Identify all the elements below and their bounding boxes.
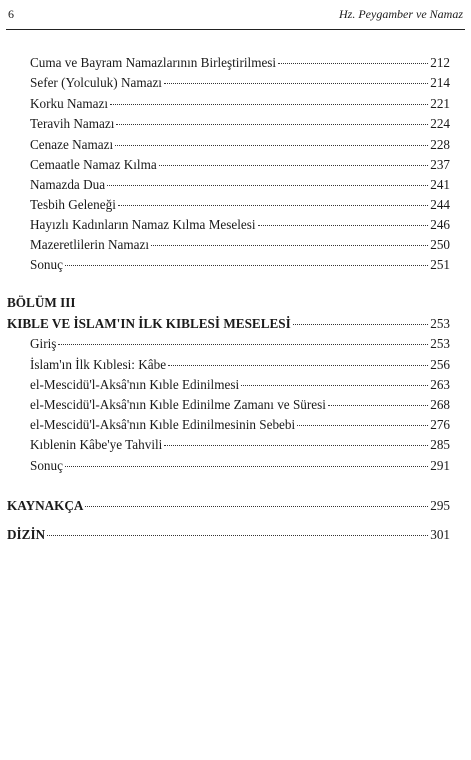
dot-leader [164, 444, 428, 446]
dot-leader [168, 364, 428, 366]
toc-entry[interactable] [30, 54, 450, 72]
dot-leader [118, 204, 428, 206]
toc-entry-title: Teravih Namazı [30, 116, 115, 131]
toc-entry-title: Cuma ve Bayram Namazlarının Birleştirilmesi [30, 55, 277, 70]
dot-leader [47, 534, 428, 536]
toc-entry-page: 256 [430, 357, 450, 372]
toc-entry[interactable] [30, 74, 450, 92]
dot-leader [258, 224, 429, 226]
dot-leader [159, 164, 429, 166]
toc-entry-title: Namazda Dua [30, 177, 106, 192]
header-rule [6, 29, 465, 30]
toc-entry-title: DİZİN [7, 527, 46, 542]
page-header [0, 0, 471, 28]
toc-entry[interactable] [30, 196, 450, 214]
page-number: 6 [8, 7, 14, 21]
toc-entry[interactable] [30, 236, 450, 254]
toc-entry[interactable] [30, 95, 450, 113]
toc-entry-page: 237 [430, 157, 450, 172]
running-head: Hz. Peygamber ve Namaz [339, 7, 463, 21]
dot-leader [65, 264, 428, 266]
toc-section-heading[interactable] [7, 315, 450, 333]
toc-entry-title: Cenaze Namazı [30, 137, 114, 152]
toc-dizin[interactable] [7, 526, 450, 544]
dot-leader [297, 424, 428, 426]
toc-entry-title: KAYNAKÇA [7, 498, 84, 513]
toc-entry-title: el-Mescidü'l-Aksâ'nın Kıble Edinilmesi [30, 377, 240, 392]
toc-entry-page: 251 [430, 257, 450, 272]
toc-entry-page: 253 [430, 316, 450, 331]
toc-entry-page: 221 [430, 96, 450, 111]
section-label: BÖLÜM III [7, 295, 76, 310]
toc-entry-title: Hayızlı Kadınların Namaz Kılma Meselesi [30, 217, 256, 232]
toc-entry-page: 228 [430, 137, 450, 152]
dot-leader [110, 103, 428, 105]
dot-leader [293, 323, 428, 325]
toc-entry-title: Giriş [30, 336, 57, 351]
toc-entry[interactable] [30, 335, 450, 353]
toc-entry[interactable] [30, 376, 450, 394]
toc-entry-title: Kıblenin Kâbe'ye Tahvili [30, 437, 163, 452]
toc-entry-page: 263 [430, 377, 450, 392]
toc-entry-title: Sonuç [30, 458, 63, 473]
toc-entry-page: 253 [430, 336, 450, 351]
toc-entry[interactable] [30, 436, 450, 454]
toc-entry[interactable] [30, 156, 450, 174]
dot-leader [241, 384, 428, 386]
toc-entry-page: 295 [430, 498, 450, 513]
toc-entry-title: Cemaatle Namaz Kılma [30, 157, 157, 172]
toc-entry[interactable] [30, 176, 450, 194]
dot-leader [164, 82, 428, 84]
toc-entry[interactable] [30, 216, 450, 234]
dot-leader [85, 505, 428, 507]
toc-entry-page: 214 [430, 75, 450, 90]
toc-entry-page: 291 [430, 458, 450, 473]
dot-leader [115, 144, 428, 146]
toc-entry-page: 285 [430, 437, 450, 452]
toc-entry-title: Korku Namazı [30, 96, 108, 111]
toc-entry-page: 246 [430, 217, 450, 232]
toc-entry[interactable] [30, 136, 450, 154]
toc-entry-page: 250 [430, 237, 450, 252]
toc-entry-title: Mazeretlilerin Namazı [30, 237, 149, 252]
toc-entry-page: 244 [430, 197, 450, 212]
toc-entry[interactable] [30, 457, 450, 475]
toc-entry[interactable] [30, 256, 450, 274]
toc-entry[interactable] [30, 115, 450, 133]
toc-entry[interactable] [30, 416, 450, 434]
dot-leader [278, 62, 428, 64]
dot-leader [116, 123, 428, 125]
toc-entry-title: Sonuç [30, 257, 63, 272]
toc-entry-title: el-Mescidü'l-Aksâ'nın Kıble Edinilme Zamanı ve Süresi [30, 397, 326, 412]
toc-entry-page: 301 [430, 527, 450, 542]
toc-entry[interactable] [30, 396, 450, 414]
toc-entry-page: 224 [430, 116, 450, 131]
dot-leader [151, 244, 428, 246]
dot-leader [328, 404, 428, 406]
toc-entry-title: el-Mescidü'l-Aksâ'nın Kıble Edinilmesinin Sebebi [30, 417, 296, 432]
toc-entry-page: 241 [430, 177, 450, 192]
toc-entry-page: 212 [430, 55, 450, 70]
toc-entry-title: KIBLE VE İSLAM'IN İLK KIBLESİ MESELESİ [7, 316, 291, 331]
toc-entry-page: 276 [430, 417, 450, 432]
dot-leader [107, 184, 428, 186]
toc-kaynakca[interactable] [7, 497, 450, 515]
dot-leader [65, 465, 428, 467]
toc-entry-page: 268 [430, 397, 450, 412]
toc-entry[interactable] [30, 356, 450, 374]
toc-entry-title: Tesbih Geleneği [30, 197, 116, 212]
toc-entry-title: Sefer (Yolculuk) Namazı [30, 75, 162, 90]
dot-leader [58, 343, 428, 345]
toc-entry-title: İslam'ın İlk Kıblesi: Kâbe [30, 357, 167, 372]
